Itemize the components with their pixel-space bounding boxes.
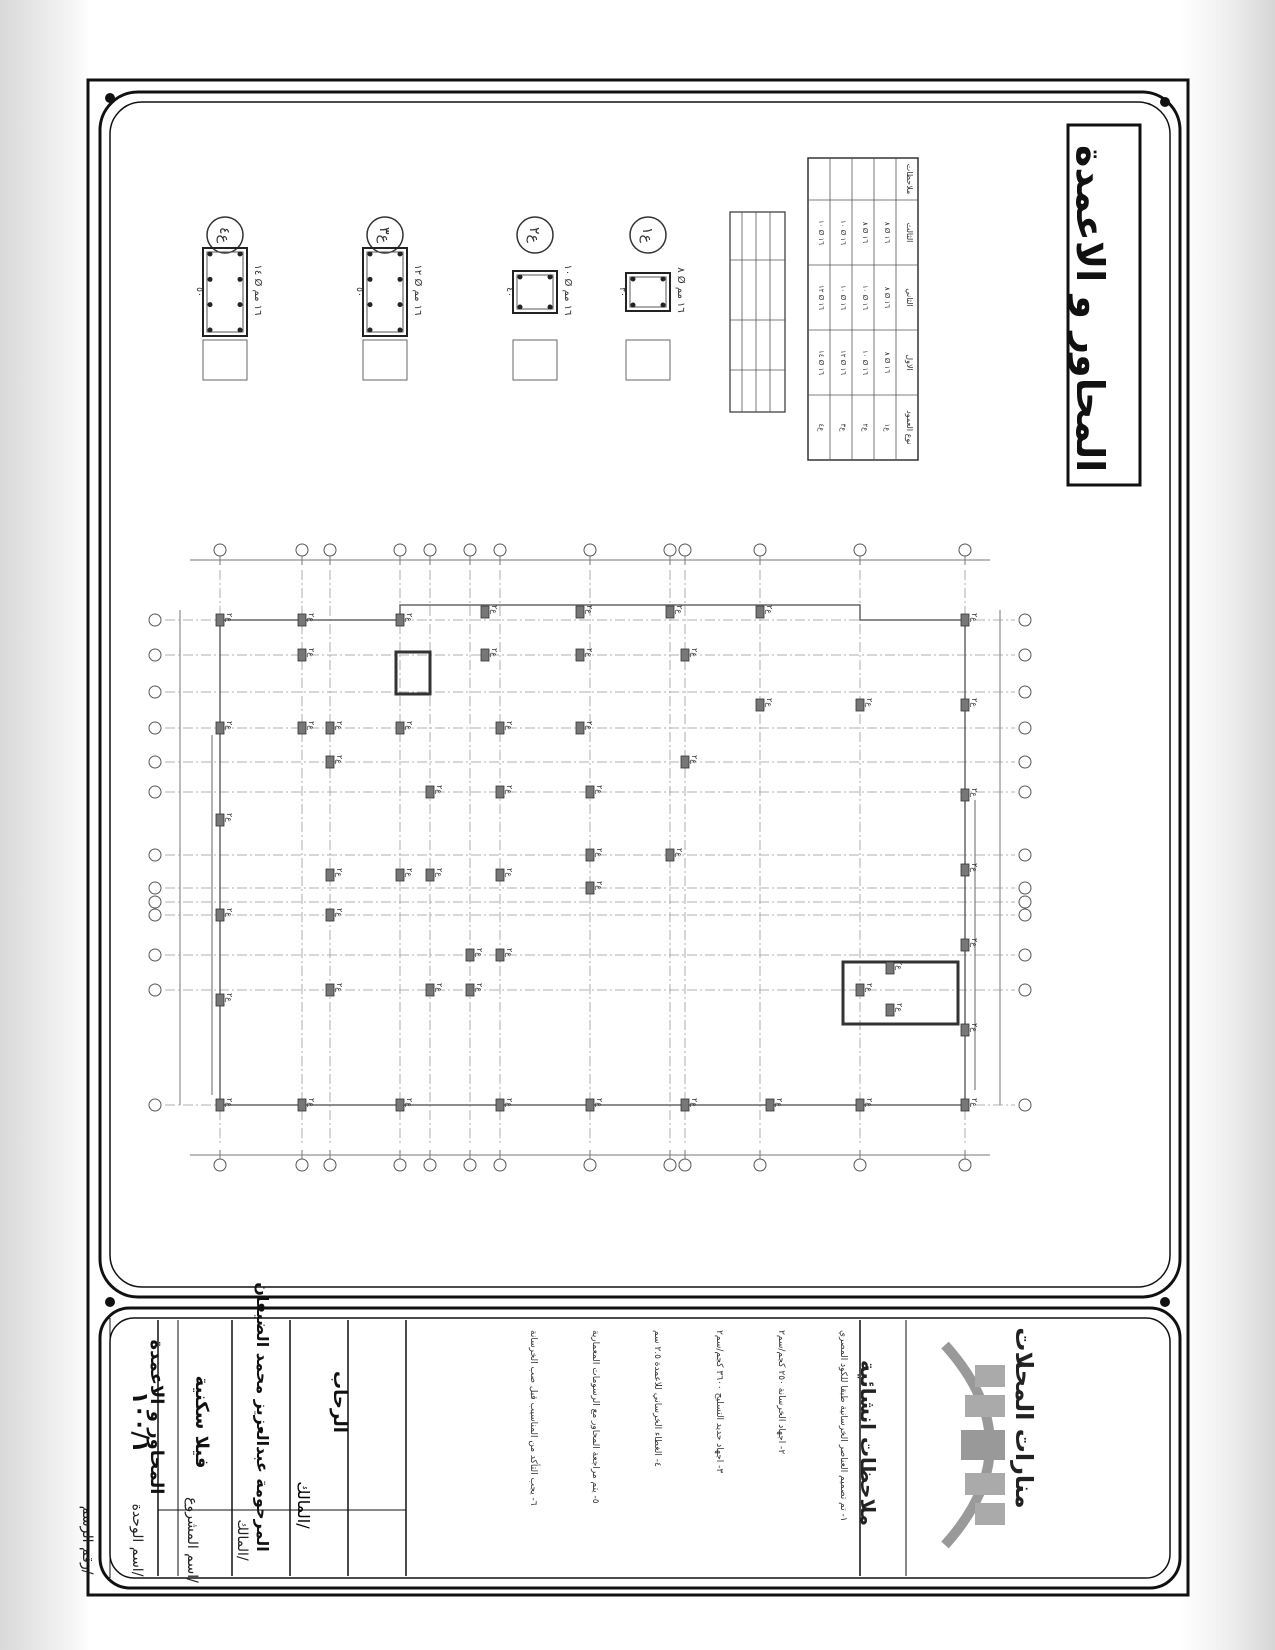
- plan-column-label: ع٢: [307, 1098, 316, 1108]
- rebar-dot: [661, 277, 666, 282]
- plan-column-label: ع٢: [595, 1098, 604, 1108]
- column-elevation: [363, 340, 407, 380]
- plan-column-label: ع٢: [970, 698, 979, 708]
- plan-column-label: ع٢: [335, 983, 344, 993]
- grid-bubble: [149, 756, 161, 768]
- rebar-dot: [631, 277, 636, 282]
- plan-column-label: ع٢: [505, 1098, 514, 1108]
- notes-header: ملاحظات انشائية: [856, 1359, 880, 1527]
- grid-bubble: [149, 984, 161, 996]
- plan-column-label: ع٢: [405, 1098, 414, 1108]
- plan-column-label: ع٢: [490, 605, 499, 615]
- grid-bubble: [214, 1159, 226, 1171]
- schedule-cell: ٨ Ø ١٦: [861, 221, 869, 244]
- plan-column-label: ع٢: [765, 698, 774, 708]
- plan-column-label: ع٢: [865, 983, 874, 993]
- plan-column: [576, 606, 584, 618]
- plan-column: [298, 722, 306, 734]
- plan-column-label: ع٢: [865, 1098, 874, 1108]
- plan-column: [326, 984, 334, 996]
- column-details-group: [194, 217, 687, 380]
- tb-drawing-number: ١٠٠/١: [127, 1391, 152, 1453]
- schedule-cell: ١٠ Ø ١٦: [861, 349, 869, 376]
- grid-bubble: [324, 1159, 336, 1171]
- plan-column: [681, 1099, 689, 1111]
- detail-mark: ع١: [639, 227, 655, 243]
- plan-column-label: ع٢: [335, 721, 344, 731]
- grid-bubble: [584, 544, 596, 556]
- plan-column: [298, 649, 306, 661]
- column-elevation: [203, 340, 247, 380]
- plan-column: [496, 1099, 504, 1111]
- plan-column: [961, 1099, 969, 1111]
- plan-column: [666, 606, 674, 618]
- rebar-dot: [398, 252, 403, 257]
- plan-column-label: ع٢: [335, 868, 344, 878]
- grid-bubble: [149, 649, 161, 661]
- rebar-dot: [208, 252, 213, 257]
- plan-column: [216, 994, 224, 1006]
- grid-bubble: [1019, 984, 1031, 996]
- column-legend-table: [730, 212, 785, 412]
- plan-column: [216, 909, 224, 921]
- plan-column: [426, 786, 434, 798]
- grid-bubble: [494, 544, 506, 556]
- plan-column-label: ع٢: [490, 648, 499, 658]
- rebar-dot: [398, 328, 403, 333]
- plan-column: [856, 984, 864, 996]
- plan-column: [756, 699, 764, 711]
- plan-column-label: ع٢: [865, 698, 874, 708]
- grid-bubble: [1019, 756, 1031, 768]
- plan-column-label: ع٢: [435, 983, 444, 993]
- rebar-dot: [368, 328, 373, 333]
- plan-column-label: ع٢: [595, 785, 604, 795]
- schedule-cell: ٨ Ø ١٦: [883, 221, 891, 244]
- plan-column: [326, 722, 334, 734]
- schedule-cell: ١٠ Ø ١٦: [839, 284, 847, 311]
- plan-column: [766, 1099, 774, 1111]
- column-elevation: [513, 340, 557, 380]
- schedule-header: الثاني: [905, 288, 914, 307]
- rebar-dot: [208, 277, 213, 282]
- grid-bubble: [679, 544, 691, 556]
- rebar-dot: [208, 302, 213, 307]
- grid-bubble: [854, 1159, 866, 1171]
- tb-field-label: اسم المشروع/: [184, 1497, 200, 1583]
- plan-column: [326, 756, 334, 768]
- section-dimension: ٥٠: [194, 287, 204, 297]
- plan-column-label: ع٢: [225, 813, 234, 823]
- schedule-cell: ١٤ Ø ١٦: [817, 349, 825, 376]
- plan-column-label: ع٢: [970, 1098, 979, 1108]
- tb-unit-value: المحاور و الاعمدة: [146, 1339, 167, 1495]
- tb-owner-value: الرحاب: [329, 1371, 350, 1433]
- plan-column: [576, 649, 584, 661]
- tb-project-value: فيلا سكنية: [191, 1375, 212, 1469]
- section-bars-label: ١٢ Ø ١٦ مم: [412, 264, 423, 316]
- schedule-cell: ١٢ Ø ١٦: [817, 284, 825, 311]
- grid-bubble: [424, 544, 436, 556]
- grid-bubble: [296, 544, 308, 556]
- grid-bubble: [754, 1159, 766, 1171]
- column-schedule-table: [808, 158, 918, 460]
- section-dimension: ٣٠: [617, 287, 627, 297]
- plan-column-label: ع٢: [225, 908, 234, 918]
- tb-field-label: المالك/: [234, 1519, 250, 1561]
- grid-bubble: [1019, 686, 1031, 698]
- grid-bubble: [296, 1159, 308, 1171]
- structural-note: ١- تم تصميم العناصر الخرسانية طبقا للكود المصري: [838, 1330, 848, 1522]
- grid-bubble: [1019, 649, 1031, 661]
- plan-column-label: ع٢: [970, 788, 979, 798]
- corner-dot: [1160, 97, 1170, 107]
- schedule-cell: ٨ Ø ١٦: [883, 351, 891, 374]
- plan-column: [856, 699, 864, 711]
- plan-column: [396, 1099, 404, 1111]
- schedule-cell: ع٢: [861, 423, 869, 432]
- grid-bubble: [679, 1159, 691, 1171]
- rebar-dot: [518, 305, 523, 310]
- company-logo: [945, 1345, 1005, 1545]
- structural-grid-plan: [149, 544, 1031, 1171]
- grid-bubble: [584, 1159, 596, 1171]
- grid-bubble: [149, 909, 161, 921]
- detail-mark: ع٣: [376, 227, 392, 243]
- plan-column-label: ع٢: [405, 721, 414, 731]
- grid-bubble: [1019, 722, 1031, 734]
- plan-column: [396, 722, 404, 734]
- grid-bubble: [149, 722, 161, 734]
- plan-column-label: ع٢: [505, 868, 514, 878]
- grid-bubble: [1019, 896, 1031, 908]
- plan-column: [886, 962, 894, 974]
- grid-bubble: [324, 544, 336, 556]
- drawing-area-inner-frame: [110, 102, 1170, 1287]
- plan-column: [481, 606, 489, 618]
- grid-bubble: [149, 849, 161, 861]
- rebar-dot: [548, 275, 553, 280]
- plan-column-label: ع٢: [435, 868, 444, 878]
- plan-column: [426, 869, 434, 881]
- corner-dot: [105, 1297, 115, 1307]
- plan-column: [586, 1099, 594, 1111]
- grid-bubble: [1019, 786, 1031, 798]
- tb-field-label: اسم الوحدة/: [129, 1503, 145, 1577]
- schedule-cell: ٨ Ø ١٦: [883, 286, 891, 309]
- plan-column-label: ع٢: [895, 961, 904, 971]
- plan-column-label: ع٢: [307, 613, 316, 623]
- grid-bubble: [1019, 1099, 1031, 1111]
- plan-column: [961, 614, 969, 626]
- plan-column: [496, 722, 504, 734]
- plan-column-label: ع٢: [690, 648, 699, 658]
- tb-field-label: المالك/: [294, 1481, 313, 1529]
- plan-column-label: ع٢: [970, 1023, 979, 1033]
- plan-column-label: ع٢: [585, 721, 594, 731]
- corner-dot: [105, 93, 115, 103]
- plan-column: [481, 649, 489, 661]
- grid-bubble: [149, 686, 161, 698]
- plan-column-label: ع٢: [475, 948, 484, 958]
- schedule-cell: ١٠ Ø ١٦: [861, 284, 869, 311]
- rebar-dot: [368, 252, 373, 257]
- schedule-cell: ع٤: [817, 423, 825, 432]
- plan-column-label: ع٢: [585, 648, 594, 658]
- plan-column-label: ع٢: [690, 1098, 699, 1108]
- plan-column-label: ع٢: [970, 938, 979, 948]
- plan-column-label: ع٢: [505, 721, 514, 731]
- plan-column: [681, 649, 689, 661]
- section-dimension: ٥٠: [354, 287, 364, 297]
- plan-column-label: ع٢: [225, 613, 234, 623]
- grid-bubble: [394, 544, 406, 556]
- schedule-cell: ١٠ Ø ١٦: [817, 219, 825, 246]
- section-dimension: ٤٠: [504, 287, 514, 297]
- plan-column-label: ع٢: [595, 848, 604, 858]
- plan-column-label: ع٢: [335, 908, 344, 918]
- rebar-dot: [238, 328, 243, 333]
- rebar-dot: [548, 305, 553, 310]
- plan-column: [298, 1099, 306, 1111]
- plan-column: [856, 1099, 864, 1111]
- grid-bubble: [464, 544, 476, 556]
- plan-column: [426, 984, 434, 996]
- rebar-dot: [398, 302, 403, 307]
- plan-column: [216, 1099, 224, 1111]
- plan-column: [586, 849, 594, 861]
- tb-field-label: رقم الرسم/: [79, 1505, 95, 1575]
- plan-column: [466, 949, 474, 961]
- schedule-cell: ١٠ Ø ١٦: [839, 219, 847, 246]
- plan-column: [496, 949, 504, 961]
- structural-note: ٦- يجب التأكد من المناسيب قبل صب الخرسانة: [528, 1330, 538, 1506]
- rebar-dot: [238, 277, 243, 282]
- plan-column: [756, 606, 764, 618]
- grid-bubble: [1019, 949, 1031, 961]
- grid-bubble: [424, 1159, 436, 1171]
- plan-column-label: ع٢: [595, 881, 604, 891]
- rebar-dot: [398, 277, 403, 282]
- plan-column-label: ع٢: [405, 868, 414, 878]
- schedule-cell: ع١: [883, 423, 891, 432]
- structural-note: ٣- اجهاد حديد التسليح ٣٦٠٠ كجم/سم٢: [714, 1330, 724, 1474]
- column-section: [203, 248, 247, 336]
- plan-column-label: ع٢: [765, 605, 774, 615]
- plan-column-label: ع٢: [225, 993, 234, 1003]
- detail-mark: ع٤: [216, 227, 232, 243]
- grid-bubble: [214, 544, 226, 556]
- column-elevation: [626, 340, 670, 380]
- plan-column-label: ع٢: [307, 721, 316, 731]
- section-bars-label: ١٤ Ø ١٦ مم: [252, 264, 263, 316]
- rebar-dot: [518, 275, 523, 280]
- grid-bubble: [394, 1159, 406, 1171]
- plan-column-label: ع٢: [675, 848, 684, 858]
- grid-bubble: [149, 949, 161, 961]
- grid-bubble: [149, 896, 161, 908]
- rebar-dot: [238, 252, 243, 257]
- grid-bubble: [149, 786, 161, 798]
- rebar-dot: [368, 302, 373, 307]
- corner-dot: [1160, 1297, 1170, 1307]
- core-box: [396, 652, 430, 694]
- plan-column: [326, 869, 334, 881]
- plan-column: [396, 614, 404, 626]
- schedule-header: نوع العمود: [905, 410, 914, 445]
- grid-bubble: [1019, 882, 1031, 894]
- plan-column: [961, 699, 969, 711]
- rebar-dot: [661, 303, 666, 308]
- plan-column-label: ع٢: [225, 1098, 234, 1108]
- plan-column: [586, 882, 594, 894]
- plan-column: [216, 814, 224, 826]
- schedule-header: الاول: [905, 354, 914, 371]
- section-bars-label: ١٠ Ø ١٦ مم: [562, 264, 573, 316]
- plan-column: [886, 1004, 894, 1016]
- company-name: منارات المحلات: [1010, 1327, 1038, 1509]
- rebar-dot: [368, 277, 373, 282]
- plan-column: [326, 909, 334, 921]
- plan-column: [216, 614, 224, 626]
- grid-bubble: [149, 614, 161, 626]
- plan-column-label: ع٢: [307, 648, 316, 658]
- grid-bubble: [464, 1159, 476, 1171]
- plan-column-label: ع٢: [585, 605, 594, 615]
- plan-column: [666, 849, 674, 861]
- plan-column: [681, 756, 689, 768]
- plan-column: [961, 939, 969, 951]
- plan-column: [961, 789, 969, 801]
- sheet-title: المحاور و الاعمدة: [1068, 145, 1112, 473]
- column-section: [363, 248, 407, 336]
- plan-column: [396, 869, 404, 881]
- schedule-header: الثالث: [905, 222, 914, 243]
- schedule-header: ملاحظات: [905, 163, 914, 195]
- plan-column-label: ع٢: [895, 1003, 904, 1013]
- plan-column: [496, 869, 504, 881]
- plan-column-label: ع٢: [405, 613, 414, 623]
- grid-bubble: [149, 882, 161, 894]
- grid-bubble: [1019, 849, 1031, 861]
- grid-bubble: [754, 544, 766, 556]
- plan-column: [961, 864, 969, 876]
- structural-note: ٢- اجهاد الخرسانة ٢٥٠ كجم/سم٢: [776, 1330, 786, 1455]
- plan-column: [466, 984, 474, 996]
- rebar-dot: [631, 303, 636, 308]
- grid-bubble: [664, 544, 676, 556]
- plan-column: [216, 722, 224, 734]
- plan-column-label: ع٢: [690, 755, 699, 765]
- plan-column-label: ع٢: [775, 1098, 784, 1108]
- plan-column-label: ع٢: [970, 863, 979, 873]
- grid-bubble: [149, 1099, 161, 1111]
- grid-bubble: [1019, 909, 1031, 921]
- plan-column-label: ع٢: [505, 948, 514, 958]
- structural-note: ٤- الغطاء الخرساني للاعمدة ٢.٥ سم: [652, 1330, 662, 1467]
- rebar-dot: [238, 302, 243, 307]
- grid-bubble: [494, 1159, 506, 1171]
- structural-note: ٥- يتم مراجعة المحاور مع الرسومات المعمارية: [590, 1330, 600, 1504]
- tb-client-value: المرحومة عبدالعزيز محمد الضيفان: [253, 1282, 272, 1552]
- schedule-cell: ١٢ Ø ١٦: [839, 349, 847, 376]
- plan-column-label: ع٢: [505, 785, 514, 795]
- grid-bubble: [854, 544, 866, 556]
- grid-bubble: [959, 1159, 971, 1171]
- plan-column-label: ع٢: [225, 721, 234, 731]
- plan-column: [961, 1024, 969, 1036]
- grid-bubble: [664, 1159, 676, 1171]
- plan-column-label: ع٢: [475, 983, 484, 993]
- plan-column: [496, 786, 504, 798]
- plan-column-label: ع٢: [970, 613, 979, 623]
- plan-column-label: ع٢: [435, 785, 444, 795]
- plan-column: [576, 722, 584, 734]
- detail-mark: ع٢: [526, 227, 542, 243]
- section-bars-label: ٨ Ø ١٦ مم: [675, 267, 686, 313]
- rebar-dot: [208, 328, 213, 333]
- grid-bubble: [1019, 614, 1031, 626]
- grid-bubble: [959, 544, 971, 556]
- plan-column: [586, 786, 594, 798]
- plan-column-label: ع٢: [675, 605, 684, 615]
- schedule-cell: ع٣: [839, 423, 847, 432]
- plan-column: [298, 614, 306, 626]
- plan-column-label: ع٢: [335, 755, 344, 765]
